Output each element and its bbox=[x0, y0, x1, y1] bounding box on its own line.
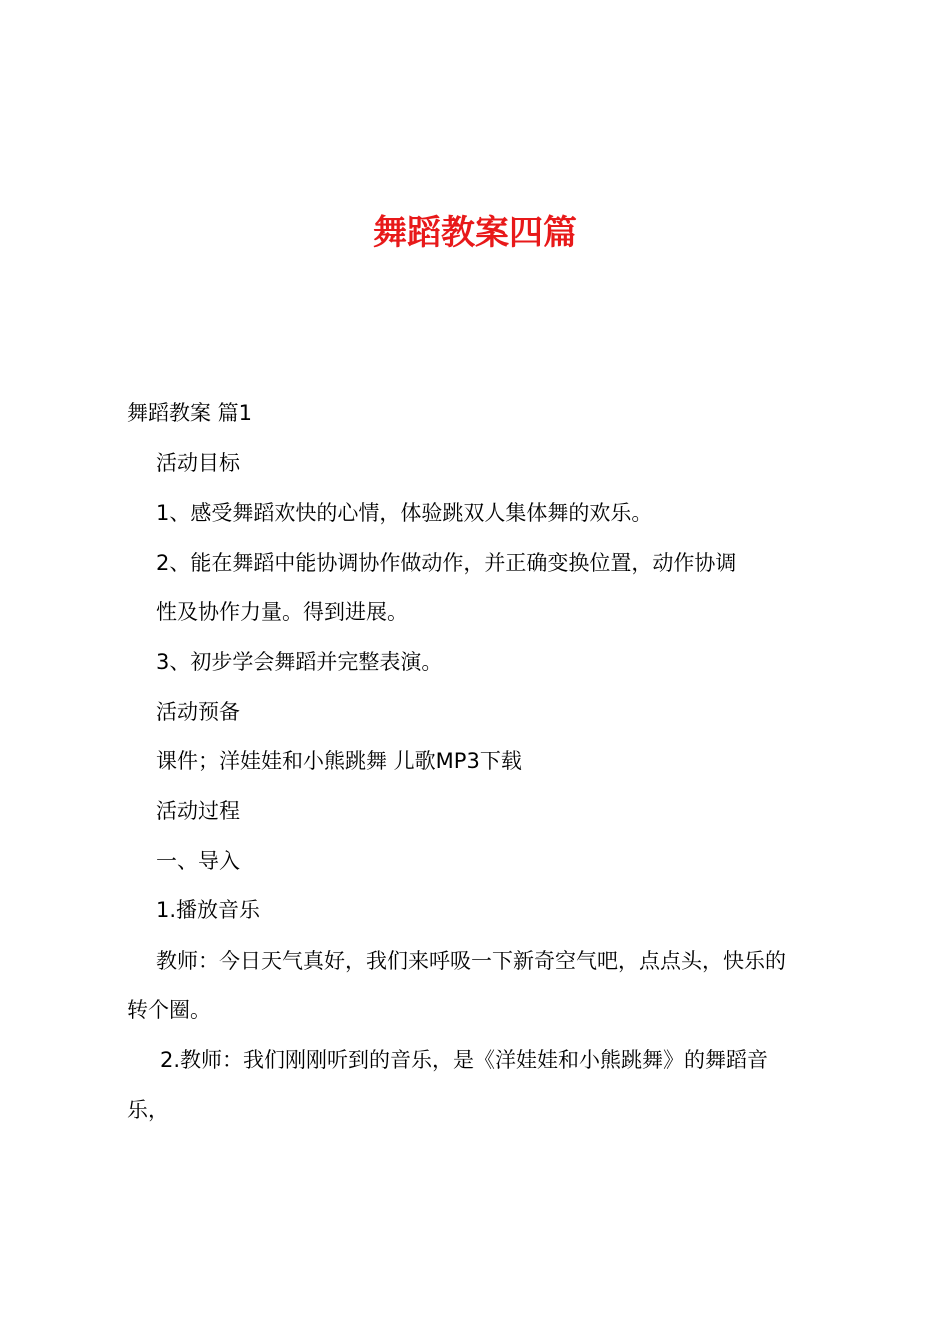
paragraph-line: 教师：今日天气真好，我们来呼吸一下新奇空气吧，点点头，快乐的 bbox=[156, 949, 786, 973]
paragraph-line: 2、能在舞蹈中能协调协作做动作，并正确变换位置，动作协调 bbox=[156, 551, 737, 575]
paragraph-line: 乐， bbox=[127, 1098, 169, 1122]
paragraph-line: 3、初步学会舞蹈并完整表演。 bbox=[156, 650, 443, 674]
paragraph-line: 性及协作力量。得到进展。 bbox=[156, 600, 408, 624]
paragraph-line: 1.播放音乐 bbox=[156, 898, 261, 922]
paragraph-line: 1、感受舞蹈欢快的心情，体验跳双人集体舞的欢乐。 bbox=[156, 501, 653, 525]
document-title: 舞蹈教案四篇 bbox=[373, 213, 577, 253]
paragraph-line: 活动预备 bbox=[156, 700, 240, 724]
paragraph-line: 活动过程 bbox=[156, 799, 240, 823]
section-heading: 舞蹈教案 篇1 bbox=[127, 401, 253, 425]
paragraph-line: 2.教师：我们刚刚听到的音乐，是《洋娃娃和小熊跳舞》的舞蹈音 bbox=[160, 1048, 769, 1072]
paragraph-line: 一、导入 bbox=[156, 849, 240, 873]
paragraph-line: 课件；洋娃娃和小熊跳舞 儿歌MP3下载 bbox=[156, 749, 522, 773]
paragraph-line: 转个圈。 bbox=[127, 998, 211, 1022]
paragraph-line: 活动目标 bbox=[156, 451, 240, 475]
